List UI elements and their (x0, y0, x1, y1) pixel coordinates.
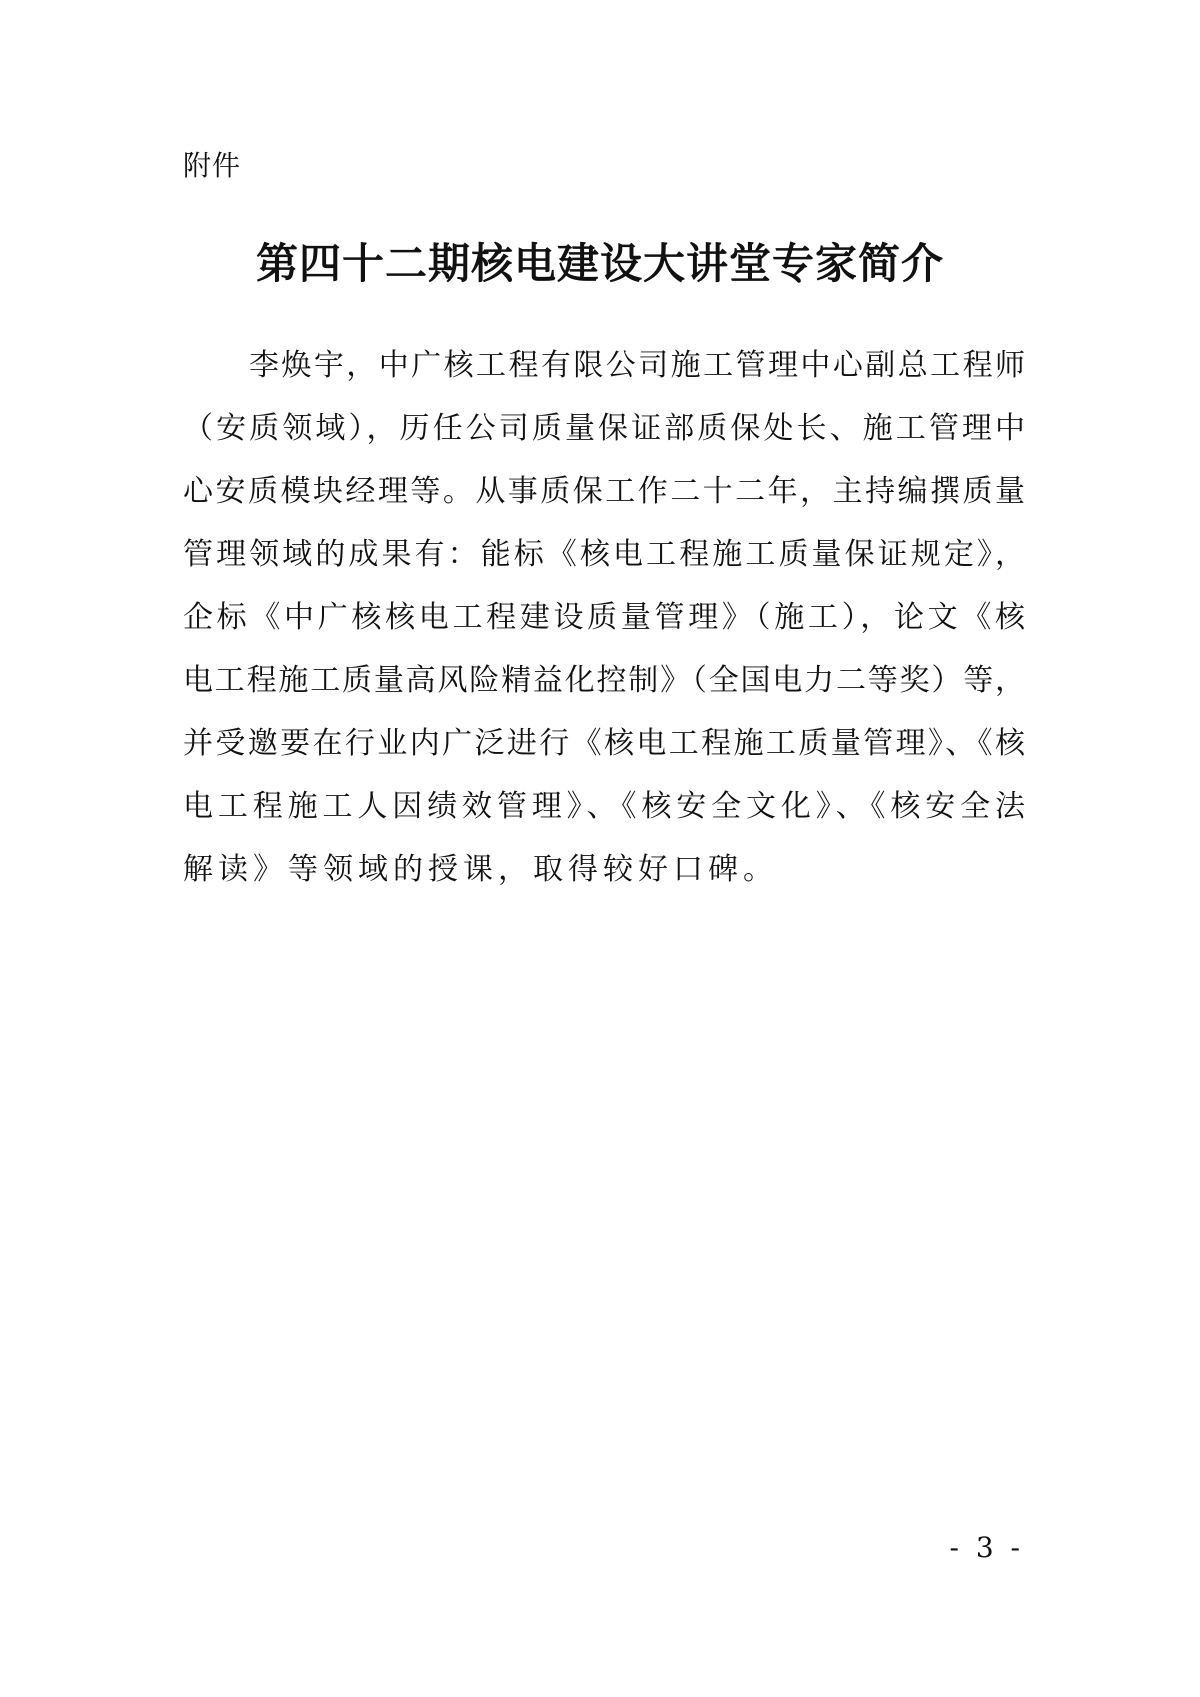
page-number: - 3 - (949, 1531, 1024, 1564)
bio-line: （安质领域），历任公司质量保证部质保处长、施工管理中 (183, 411, 1025, 446)
bio-line: 解读》等领域的授课，取得较好口碑。 (183, 852, 778, 887)
bio-line: 心安质模块经理等。从事质保工作二十二年，主持编撰质量 (183, 474, 1025, 509)
bio-line: 电工程施工质量高风险精益化控制》（全国电力二等奖）等， (183, 663, 1025, 698)
expert-bio-paragraph (183, 334, 1025, 901)
bio-line: 李焕宇，中广核工程有限公司施工管理中心副总工程师 (249, 348, 1025, 383)
bio-line: 并受邀要在行业内广泛进行《核电工程施工质量管理》、《核 (183, 726, 1025, 761)
bio-line: 管理领域的成果有：能标《核电工程施工质量保证规定》， (183, 537, 1025, 572)
attachment-label: 附件 (183, 149, 242, 182)
bio-line: 电工程施工人因绩效管理》、《核安全文化》、《核安全法 (183, 789, 1025, 824)
document-title: 第四十二期核电建设大讲堂专家简介 (255, 239, 944, 288)
bio-line: 企标《中广核核电工程建设质量管理》（施工），论文《核 (183, 600, 1025, 635)
